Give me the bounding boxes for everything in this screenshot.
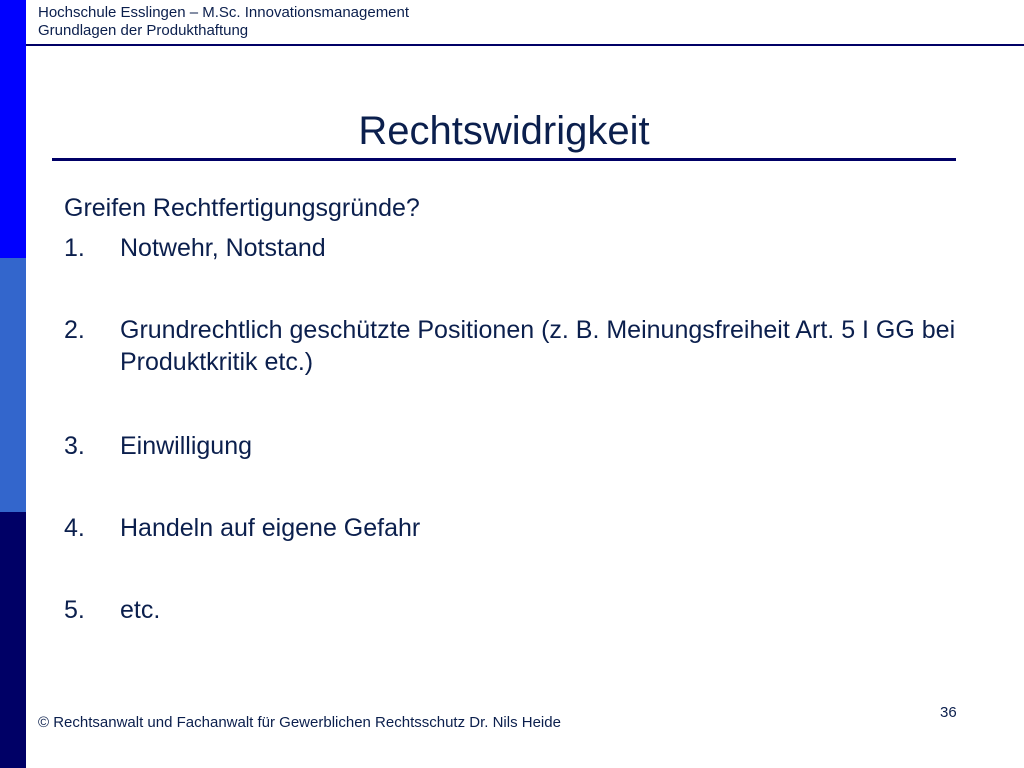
footer-copyright: © Rechtsanwalt und Fachanwalt für Gewerblichen Rechtsschutz Dr. Nils Heide [38,714,561,731]
list-item-number: 3. [64,432,85,460]
list-item-text: Einwilligung [120,432,253,460]
list-item-text: etc. [120,596,161,624]
side-color-strip [0,0,26,768]
intro-question: Greifen Rechtfertigungsgründe? [64,194,420,222]
list-item-text: Notwehr, Notstand [120,234,326,262]
list-item-number: 5. [64,596,85,624]
header-divider [26,44,1024,46]
side-strip-bottom-segment [0,512,26,768]
slide-header [38,4,409,40]
side-strip-middle-segment [0,258,26,512]
slide-title: Rechtswidrigkeit [358,109,650,153]
side-strip-top-segment [0,0,26,258]
list-item-text: Handeln auf eigene Gefahr [120,514,421,542]
page-number: 36 [940,704,957,721]
list-item-text: Grundrechtlich geschützte Positionen (z. B. Meinungsfreiheit Art. 5 I GG bei Produktkritik etc.) [120,316,956,376]
header-institution: Hochschule Esslingen – M.Sc. Innovationsmanagement [38,4,410,21]
list-item-number: 2. [64,316,85,344]
header-course: Grundlagen der Produkthaftung [38,22,249,39]
title-underline [52,158,956,161]
list-item-number: 4. [64,514,85,542]
list-item-number: 1. [64,234,85,262]
